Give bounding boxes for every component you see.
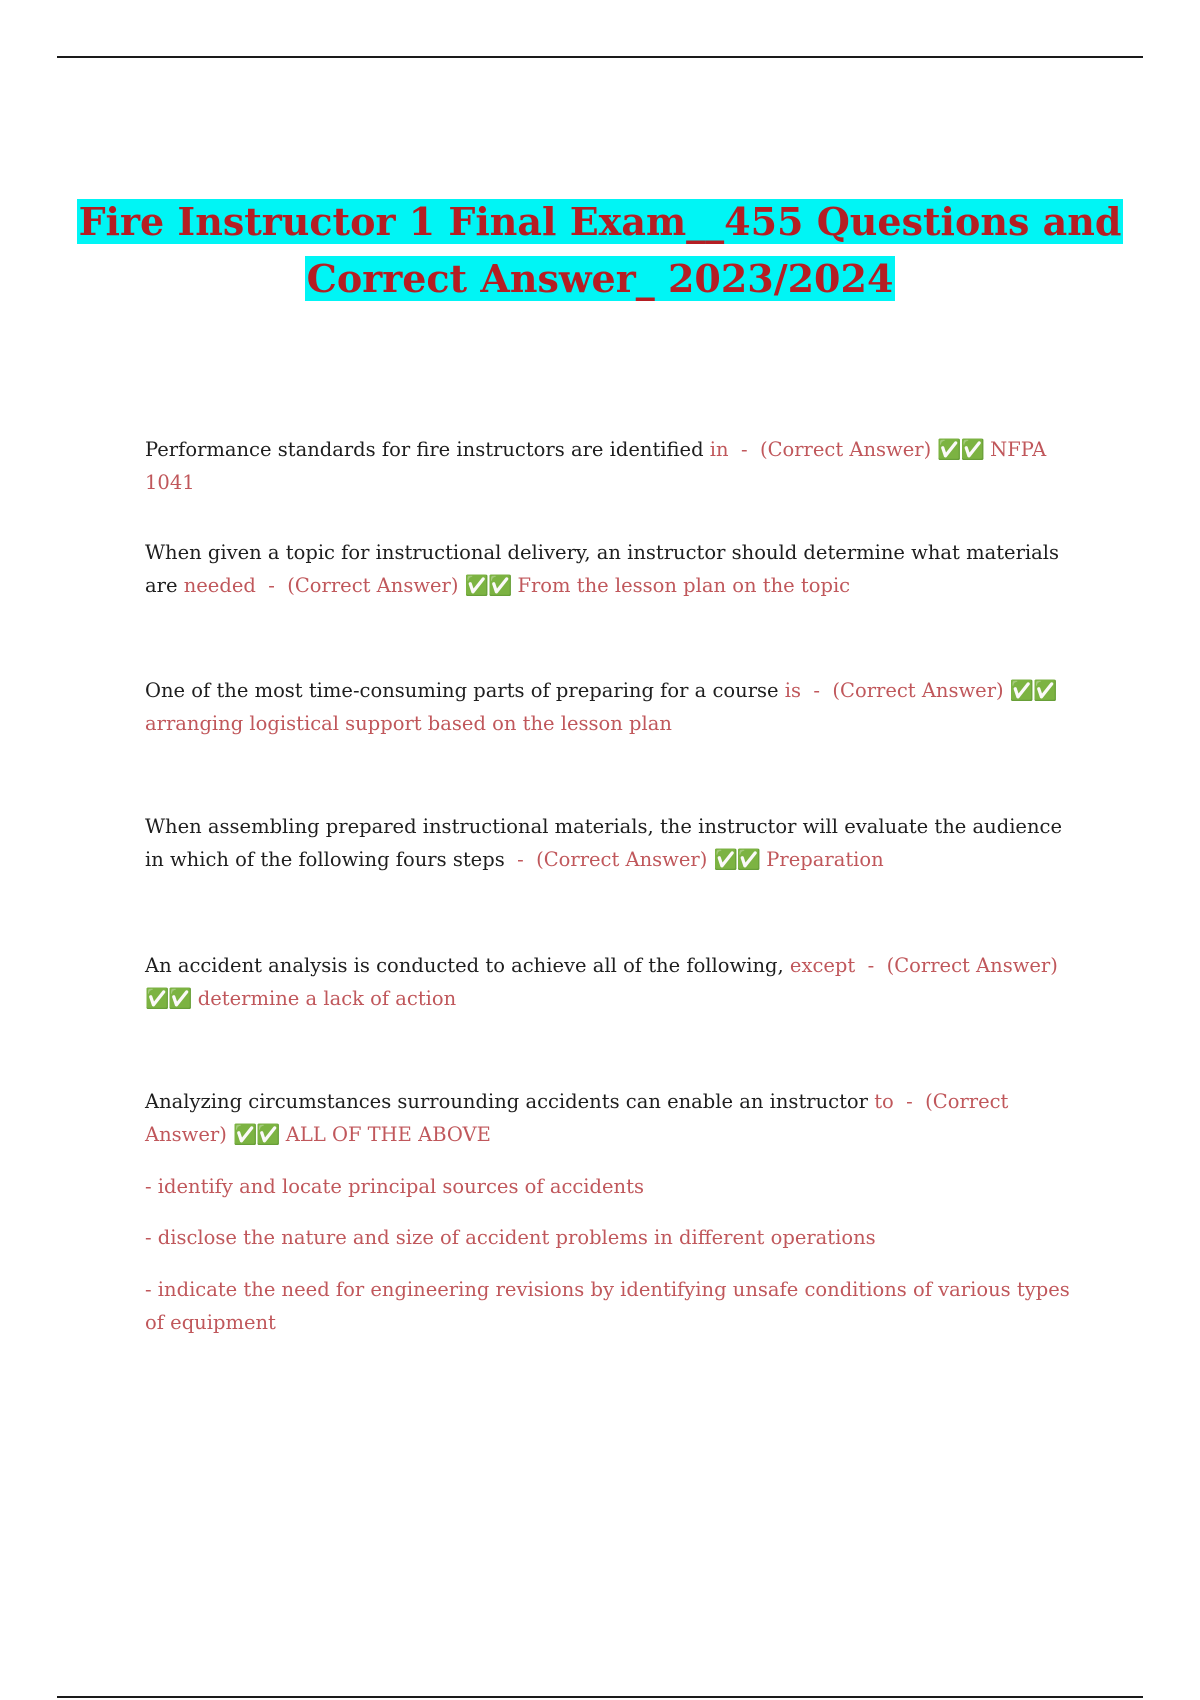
answer-text: From the lesson plan on the topic bbox=[517, 574, 851, 597]
question-tail: in bbox=[709, 438, 729, 461]
check-icon: ✅✅ bbox=[145, 987, 192, 1010]
footer-rule bbox=[57, 1696, 1143, 1698]
answer-text: arranging logistical support based on the lesson plan bbox=[145, 712, 672, 735]
question-tail: is bbox=[784, 679, 802, 702]
correct-answer-label: (Correct Answer) bbox=[832, 679, 1004, 702]
question-tail: except bbox=[789, 954, 856, 977]
answer-text: determine a lack of action bbox=[197, 987, 457, 1010]
question-tail: to bbox=[874, 1090, 894, 1113]
correct-answer-label: (Correct Answer) bbox=[886, 954, 1058, 977]
answer-bullet-1: - identify and locate principal sources of accidents bbox=[145, 1175, 644, 1198]
correct-answer-label: (Correct Answer) bbox=[287, 574, 459, 597]
qa-item-6: Analyzing circumstances surrounding accidents can enable an instructor to - (Correct Answer) ✅✅ ALL OF THE ABOVE bbox=[145, 1090, 1009, 1146]
check-icon: ✅✅ bbox=[713, 848, 761, 871]
correct-answer-label: (Correct Answer) bbox=[145, 1090, 1009, 1146]
answer-text: Preparation bbox=[766, 848, 884, 871]
question-tail: needed bbox=[183, 574, 256, 597]
question-text: One of the most time-consuming parts of preparing for a course bbox=[145, 679, 779, 702]
check-icon: ✅✅ bbox=[937, 438, 984, 461]
question-text: Analyzing circumstances surrounding accidents can enable an instructor bbox=[145, 1090, 868, 1113]
answer-bullet-3: - indicate the need for engineering revisions by identifying unsafe conditions of various types of equipment bbox=[145, 1278, 1070, 1334]
question-text: When assembling prepared instructional materials, the instructor will evaluate the audience in which of the following fours steps bbox=[145, 815, 1062, 871]
document-title bbox=[60, 193, 1140, 307]
header-rule bbox=[57, 56, 1143, 58]
title-line-1: Fire Instructor 1 Final Exam__455 Questions and bbox=[78, 199, 1122, 244]
qa-item-4: When assembling prepared instructional materials, the instructor will evaluate the audience in which of the following fours steps - (Correct Answer) ✅✅ Preparation bbox=[145, 815, 1062, 871]
answer-text: NFPA 1041 bbox=[145, 438, 1047, 494]
question-text: An accident analysis is conducted to achieve all of the following, bbox=[145, 954, 784, 977]
check-icon: ✅✅ bbox=[464, 574, 512, 597]
check-icon: ✅✅ bbox=[1009, 679, 1057, 702]
qa-item-1: Performance standards for fire instructors are identified in - (Correct Answer) ✅✅ NFPA 1041 bbox=[145, 438, 1047, 494]
correct-answer-label: (Correct Answer) bbox=[759, 438, 932, 461]
question-text: Performance standards for fire instructors are identified bbox=[145, 438, 704, 461]
check-icon: ✅✅ bbox=[233, 1123, 280, 1146]
correct-answer-label: (Correct Answer) bbox=[536, 848, 708, 871]
answer-text: ALL OF THE ABOVE bbox=[285, 1123, 491, 1146]
qa-item-2: When given a topic for instructional delivery, an instructor should determine what materials are needed - (Correct Answer) ✅✅ From the lesson plan on the topic bbox=[145, 541, 1059, 597]
answer-bullet-2: - disclose the nature and size of accident problems in different operations bbox=[145, 1226, 876, 1249]
qa-item-5: An accident analysis is conducted to achieve all of the following, except - (Correct Answer) ✅✅ determine a lack of action bbox=[145, 954, 1058, 1010]
qa-item-3: One of the most time-consuming parts of preparing for a course is - (Correct Answer) ✅✅ arranging logistical support based on the lesson plan bbox=[145, 679, 1057, 735]
question-text: When given a topic for instructional delivery, an instructor should determine what materials are bbox=[145, 541, 1059, 597]
title-line-2: Correct Answer_ 2023/2024 bbox=[306, 256, 894, 301]
